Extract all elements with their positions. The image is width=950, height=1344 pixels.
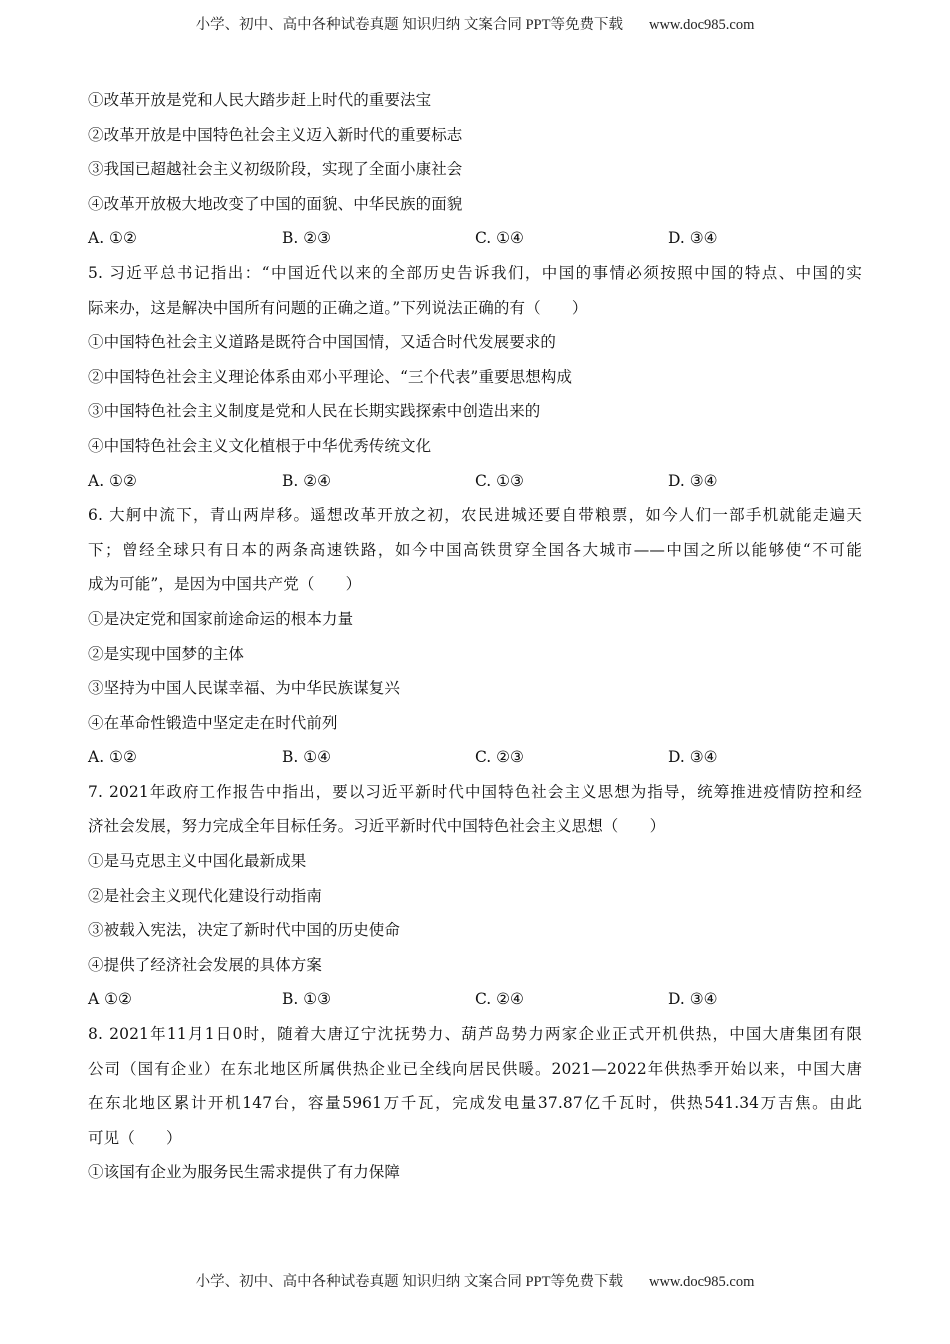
question-stem: 际来办，这是解决中国所有问题的正确之道。”下列说法正确的有（ ） — [88, 298, 588, 317]
option-b: B. ②③ — [282, 229, 332, 248]
statement: ③我国已超越社会主义初级阶段，实现了全面小康社会 — [88, 160, 463, 179]
statement: ④改革开放极大地改变了中国的面貌、中华民族的面貌 — [88, 194, 463, 213]
question-stem: 可见（ ） — [88, 1128, 182, 1147]
statement: ③中国特色社会主义制度是党和人民在长期实践探索中创造出来的 — [88, 402, 541, 421]
page-footer-banner — [0, 1270, 950, 1291]
option-a: A. ①② — [88, 471, 137, 490]
option-a: A. ①② — [88, 229, 137, 248]
option-c: C. ①③ — [475, 471, 524, 490]
option-c: C. ②④ — [475, 990, 524, 1009]
exam-content — [88, 88, 862, 1195]
option-c: C. ①④ — [475, 229, 524, 248]
statement: ②是社会主义现代化建设行动指南 — [88, 886, 323, 905]
question-7 — [88, 780, 862, 1022]
question-stem: 6. 大舸中流下，青山两岸移。遥想改革开放之初，农民进城还要自带粮票，如今人们一部手机就能走遍天 — [88, 506, 862, 525]
option-d: D. ③④ — [668, 471, 718, 490]
option-d: D. ③④ — [668, 990, 718, 1009]
option-a: A ①② — [88, 990, 132, 1009]
statement: ③坚持为中国人民谋幸福、为中华民族谋复兴 — [88, 679, 401, 698]
option-d: D. ③④ — [668, 748, 718, 767]
question-6 — [88, 503, 862, 780]
question-stem: 济社会发展，努力完成全年目标任务。习近平新时代中国特色社会主义思想（ ） — [88, 817, 666, 836]
answer-options — [88, 469, 862, 504]
statement: ①是马克思主义中国化最新成果 — [88, 852, 307, 871]
footer-url: www.doc985.com — [648, 1274, 755, 1290]
option-b: B. ①③ — [282, 990, 332, 1009]
question-5 — [88, 261, 862, 503]
option-c: C. ②③ — [475, 748, 524, 767]
question-stem: 公司（国有企业）在东北地区所属供热企业已全线向居民供暖。2021—2022年供热季开始以来，中国大唐 — [88, 1059, 862, 1078]
question-stem: 7. 2021年政府工作报告中指出，要以习近平新时代中国特色社会主义思想为指导，统筹推进疫情防控和经 — [88, 782, 862, 801]
question-8 — [88, 1022, 862, 1195]
option-d: D. ③④ — [668, 229, 718, 248]
answer-options — [88, 745, 862, 780]
question-stem: 5. 习近平总书记指出：“中国近代以来的全部历史告诉我们，中国的事情必须按照中国的特点、中国的实 — [88, 263, 862, 282]
statement: ①是决定党和国家前途命运的根本力量 — [88, 609, 354, 628]
page-header-banner — [0, 13, 950, 34]
statement: ①中国特色社会主义道路是既符合中国国情，又适合时代发展要求的 — [88, 333, 557, 352]
statement: ②中国特色社会主义理论体系由邓小平理论、“三个代表”重要思想构成 — [88, 367, 573, 386]
footer-text: 小学、初中、高中各种试卷真题 知识归纳 文案合同 PPT等免费下载 — [195, 1274, 623, 1290]
option-b: B. ②④ — [282, 471, 332, 490]
statement: ②是实现中国梦的主体 — [88, 644, 245, 663]
statement: ④中国特色社会主义文化植根于中华优秀传统文化 — [88, 436, 432, 455]
question-4 — [88, 88, 862, 261]
option-a: A. ①② — [88, 748, 137, 767]
statement: ④提供了经济社会发展的具体方案 — [88, 955, 323, 974]
question-stem: 下；曾经全球只有日本的两条高速铁路，如今中国高铁贯穿全国各大城市——中国之所以能够使“不可能 — [88, 540, 862, 559]
option-b: B. ①④ — [282, 748, 332, 767]
answer-options — [88, 226, 862, 261]
question-stem: 成为可能”，是因为中国共产党（ ） — [88, 575, 362, 594]
statement: ②改革开放是中国特色社会主义迈入新时代的重要标志 — [88, 125, 463, 144]
statement: ①改革开放是党和人民大踏步赶上时代的重要法宝 — [88, 91, 432, 109]
header-text: 小学、初中、高中各种试卷真题 知识归纳 文案合同 PPT等免费下载 — [195, 17, 623, 33]
header-url: www.doc985.com — [648, 17, 755, 33]
statement: ④在革命性锻造中坚定走在时代前列 — [88, 713, 338, 732]
statement: ①该国有企业为服务民生需求提供了有力保障 — [88, 1163, 401, 1182]
question-stem: 8. 2021年11月1日0时，随着大唐辽宁沈抚势力、葫芦岛势力两家企业正式开机供热，中国大唐集团有限 — [88, 1025, 862, 1044]
question-stem: 在东北地区累计开机147台，容量5961万千瓦，完成发电量37.87亿千瓦时，供热541.34万吉焦。由此 — [88, 1094, 862, 1113]
statement: ③被载入宪法，决定了新时代中国的历史使命 — [88, 921, 401, 940]
answer-options — [88, 987, 862, 1022]
